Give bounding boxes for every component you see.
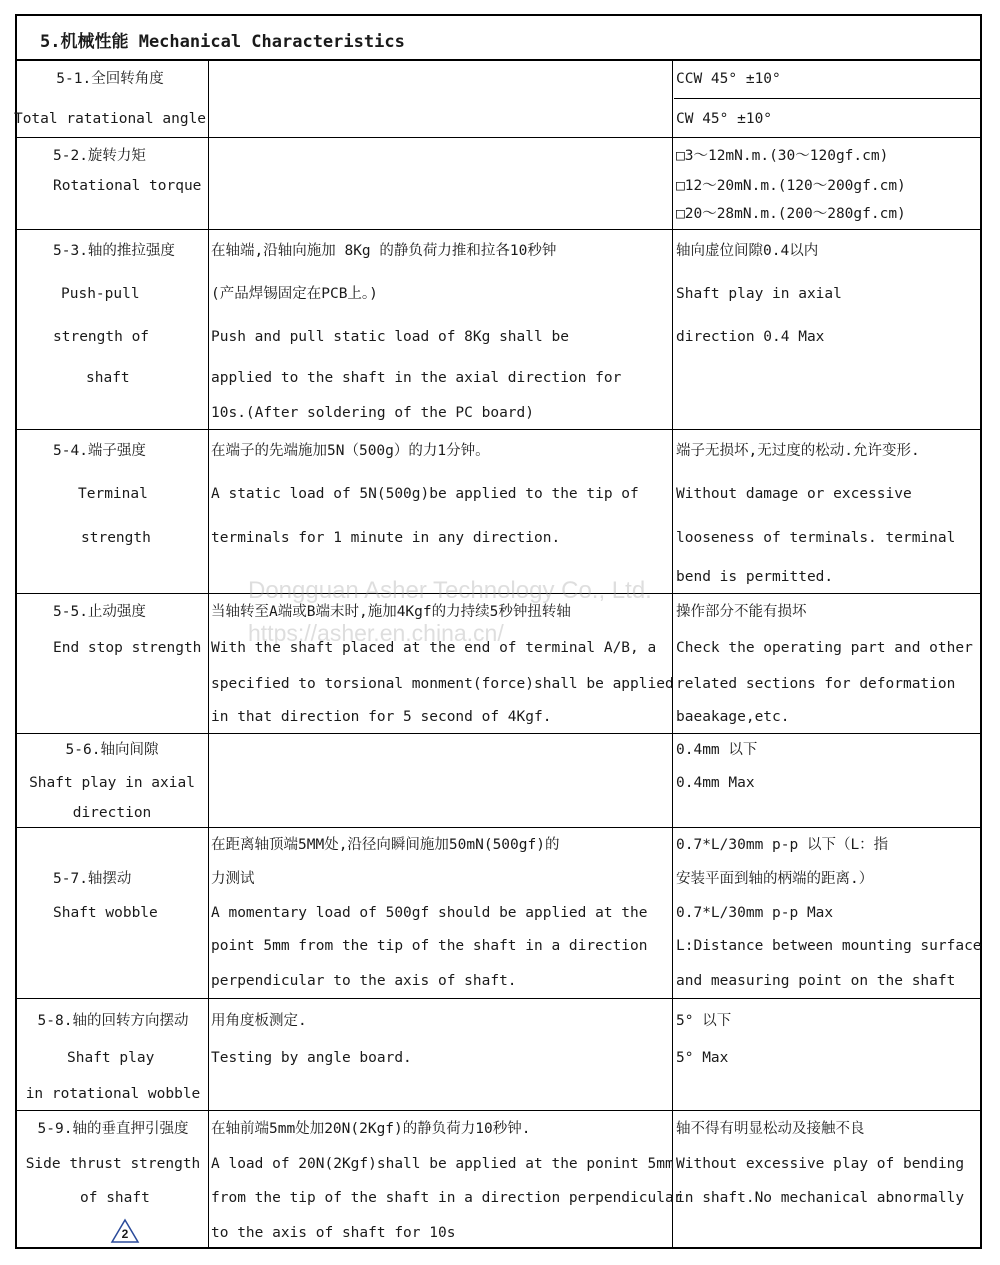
requirement-text: in shaft.No mechanical abnormally	[676, 1190, 965, 1206]
requirement-text: □20～28mN.m.(200～280gf.cm)	[676, 206, 906, 222]
item-label: 5-7.轴摆动	[53, 871, 132, 887]
condition-text: A load of 20N(2Kgf)shall be applied at the ponint 5mm	[211, 1156, 674, 1172]
condition-text: Push and pull static load of 8Kg shall be	[211, 329, 569, 345]
title-divider	[15, 59, 982, 61]
condition-text: specified to torsional monment(force)shall be applied	[211, 676, 674, 692]
section-title: 5.机械性能 Mechanical Characteristics	[40, 32, 405, 52]
requirement-text: baeakage,etc.	[676, 709, 790, 725]
condition-text: (产品焊锡固定在PCB上。)	[211, 286, 378, 302]
row1-split-line	[674, 98, 982, 99]
item-label: of shaft	[80, 1190, 150, 1206]
item-label: 5-6.轴向间隙	[65, 742, 159, 758]
requirement-text: 轴向虚位间隙0.4以内	[676, 243, 819, 259]
item-label: 5-5.止动强度	[53, 604, 146, 620]
watermark-url: https://asher.en.china.cn/	[248, 620, 504, 646]
requirement-text: Check the operating part and other	[676, 640, 973, 656]
requirement-text: looseness of terminals. terminal	[676, 530, 956, 546]
requirement-text: 端子无损坏,无过度的松动.允许变形.	[676, 443, 920, 459]
requirement-text: CW 45° ±10°	[676, 111, 773, 127]
item-label: 5-3.轴的推拉强度	[53, 243, 175, 259]
requirement-text: 5° Max	[676, 1050, 729, 1066]
requirement-text: 5° 以下	[676, 1013, 732, 1029]
condition-text: 在轴端,沿轴向施加 8Kg 的静负荷力推和拉各10秒钟	[211, 243, 557, 259]
requirement-text: 安装平面到轴的柄端的距离.）	[676, 871, 874, 887]
item-label: 5-4.端子强度	[53, 443, 146, 459]
item-label: 5-9.轴的垂直押引强度	[37, 1121, 189, 1137]
requirement-text: Without excessive play of bending	[676, 1156, 965, 1172]
requirement-text: 0.4mm Max	[676, 775, 755, 791]
condition-text: 在端子的先端施加5N（500g）的力1分钟。	[211, 443, 490, 459]
condition-text: A momentary load of 500gf should be applied at the	[211, 905, 648, 921]
item-label: Push-pull	[61, 286, 140, 302]
revision-number: 2	[121, 1227, 129, 1241]
item-label: Shaft play	[67, 1050, 155, 1066]
row-divider	[15, 137, 982, 138]
requirement-text: Without damage or excessive	[676, 486, 912, 502]
column-divider	[672, 59, 673, 1249]
condition-text: 10s.(After soldering of the PC board)	[211, 405, 535, 421]
item-label: Side thrust strength	[25, 1156, 201, 1172]
item-label: in rotational wobble	[25, 1086, 201, 1102]
condition-text: With the shaft placed at the end of terminal A/B, a	[211, 640, 657, 656]
item-label: Rotational torque	[53, 178, 202, 194]
item-label: 5-2.旋转力矩	[53, 148, 146, 164]
requirement-text: □3～12mN.m.(30～120gf.cm)	[676, 148, 889, 164]
requirement-text: 轴不得有明显松动及接触不良	[676, 1121, 865, 1137]
requirement-text: 0.7*L/30mm p-p Max	[676, 905, 834, 921]
item-label: Terminal	[78, 486, 148, 502]
condition-text: A static load of 5N(500g)be applied to the tip of	[211, 486, 639, 502]
item-label: Shaft play in axial	[29, 775, 195, 791]
item-label: Total ratational angle	[13, 111, 207, 127]
spec-table-frame	[15, 14, 982, 1249]
requirement-text: 0.4mm 以下	[676, 742, 758, 758]
condition-text: in that direction for 5 second of 4Kgf.	[211, 709, 552, 725]
requirement-text: direction 0.4 Max	[676, 329, 825, 345]
row-divider	[15, 1110, 982, 1111]
condition-text: from the tip of the shaft in a direction perpendicular	[211, 1190, 683, 1206]
requirement-text: □12～20mN.m.(120～200gf.cm)	[676, 178, 906, 194]
requirement-text: bend is permitted.	[676, 569, 834, 585]
condition-text: Testing by angle board.	[211, 1050, 412, 1066]
condition-text: 用角度板测定.	[211, 1013, 307, 1029]
condition-text: 在轴前端5mm处加20N(2Kgf)的静负荷力10秒钟.	[211, 1121, 531, 1137]
item-label: End stop strength	[53, 640, 202, 656]
row-divider	[15, 229, 982, 230]
condition-text: 当轴转至A端或B端末时,施加4Kgf的力持续5秒钟扭转轴	[211, 604, 571, 620]
condition-text: point 5mm from the tip of the shaft in a direction	[211, 938, 648, 954]
row-divider	[15, 733, 982, 734]
condition-text: 力测试	[211, 871, 255, 887]
row-divider	[15, 593, 982, 594]
requirement-text: related sections for deformation	[676, 676, 956, 692]
row-divider	[15, 429, 982, 430]
revision-mark	[110, 1218, 140, 1244]
item-label: strength	[81, 530, 151, 546]
item-label: 5-1.全回转角度	[56, 71, 164, 87]
item-label: direction	[72, 805, 152, 821]
requirement-text: CCW 45° ±10°	[676, 71, 781, 87]
condition-text: to the axis of shaft for 10s	[211, 1225, 456, 1241]
condition-text: terminals for 1 minute in any direction.	[211, 530, 561, 546]
row-divider	[15, 827, 982, 828]
item-label: shaft	[86, 370, 130, 386]
condition-text: applied to the shaft in the axial direction for	[211, 370, 622, 386]
item-label: strength of	[53, 329, 150, 345]
requirement-text: 操作部分不能有损坏	[676, 604, 807, 620]
requirement-text: L:Distance between mounting surface	[676, 938, 982, 954]
item-label: 5-8.轴的回转方向摆动	[37, 1013, 189, 1029]
condition-text: perpendicular to the axis of shaft.	[211, 973, 517, 989]
requirement-text: Shaft play in axial	[676, 286, 842, 302]
column-divider	[208, 59, 209, 1249]
item-label: Shaft wobble	[53, 905, 158, 921]
requirement-text: 0.7*L/30mm p-p 以下（L：指	[676, 837, 889, 853]
requirement-text: and measuring point on the shaft	[676, 973, 956, 989]
condition-text: 在距离轴顶端5MM处,沿径向瞬间施加50mN(500gf)的	[211, 837, 560, 853]
watermark-company: Dongguan Asher Technology Co., Ltd.	[248, 577, 652, 604]
row-divider	[15, 998, 982, 999]
